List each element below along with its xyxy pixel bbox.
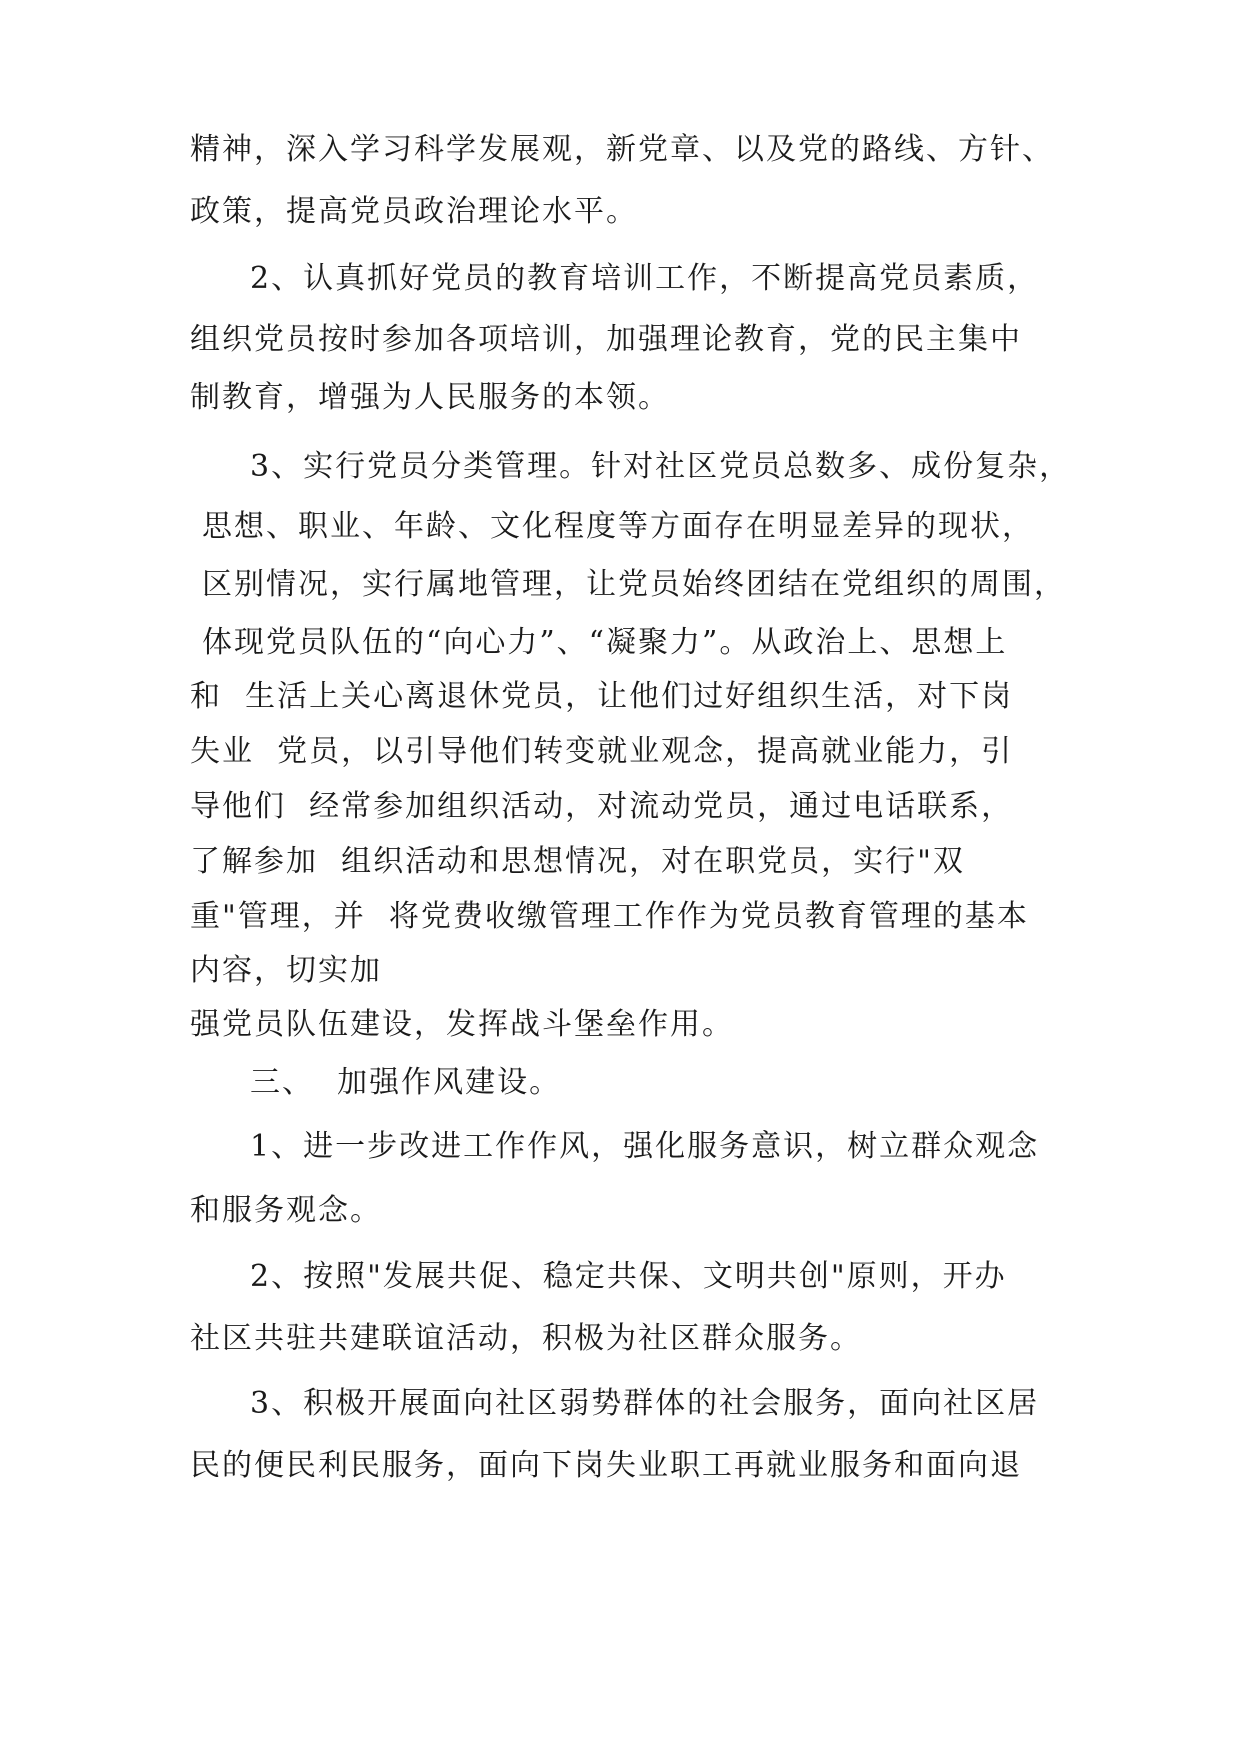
text-line: 内容，切实加 <box>190 953 382 988</box>
text-line: 区别情况，实行属地管理，让党员始终团结在党组织的周围， <box>202 567 1066 602</box>
text-line: 1、进一步改进工作作风，强化服务意识，树立群众观念 <box>250 1129 1040 1164</box>
text-line: 精神，深入学习科学发展观，新党章、以及党的路线、方针、 <box>190 132 1054 167</box>
text-line: 3、积极开展面向社区弱势群体的社会服务，面向社区居 <box>250 1386 1040 1421</box>
text-line: 2、按照"发展共促、稳定共保、文明共创"原则，开办 <box>250 1259 1007 1294</box>
text-line: 制教育，增强为人民服务的本领。 <box>190 380 670 415</box>
text-line: 3、实行党员分类管理。针对社区党员总数多、成份复杂， <box>250 449 1072 484</box>
text-line: 体现党员队伍的“向心力”、“凝聚力”。从政治上、思想上 <box>202 625 1008 660</box>
section-heading: 三、 加强作风建设。 <box>250 1065 562 1100</box>
text-line: 2、认真抓好党员的教育培训工作，不断提高党员素质， <box>250 261 1040 296</box>
text-line: 组织党员按时参加各项培训，加强理论教育，党的民主集中 <box>190 322 1022 357</box>
text-line: 社区共驻共建联谊活动，积极为社区群众服务。 <box>190 1321 862 1356</box>
text-line: 导他们 经常参加组织活动，对流动党员，通过电话联系， <box>190 789 1014 824</box>
text-line: 民的便民利民服务，面向下岗失业职工再就业服务和面向退 <box>190 1448 1022 1483</box>
text-line: 重"管理，并 将党费收缴管理工作作为党员教育管理的基本 <box>190 899 1029 934</box>
text-line: 政策，提高党员政治理论水平。 <box>190 194 638 229</box>
text-line: 思想、职业、年龄、文化程度等方面存在明显差异的现状， <box>202 509 1034 544</box>
text-line: 了解参加 组织活动和思想情况，对在职党员，实行"双 <box>190 844 965 879</box>
text-line: 强党员队伍建设，发挥战斗堡垒作用。 <box>190 1007 734 1042</box>
text-line: 和服务观念。 <box>190 1193 382 1228</box>
text-line: 失业 党员，以引导他们转变就业观念，提高就业能力，引 <box>190 734 1014 769</box>
text-line: 和 生活上关心离退休党员，让他们过好组织生活，对下岗 <box>190 679 1014 714</box>
